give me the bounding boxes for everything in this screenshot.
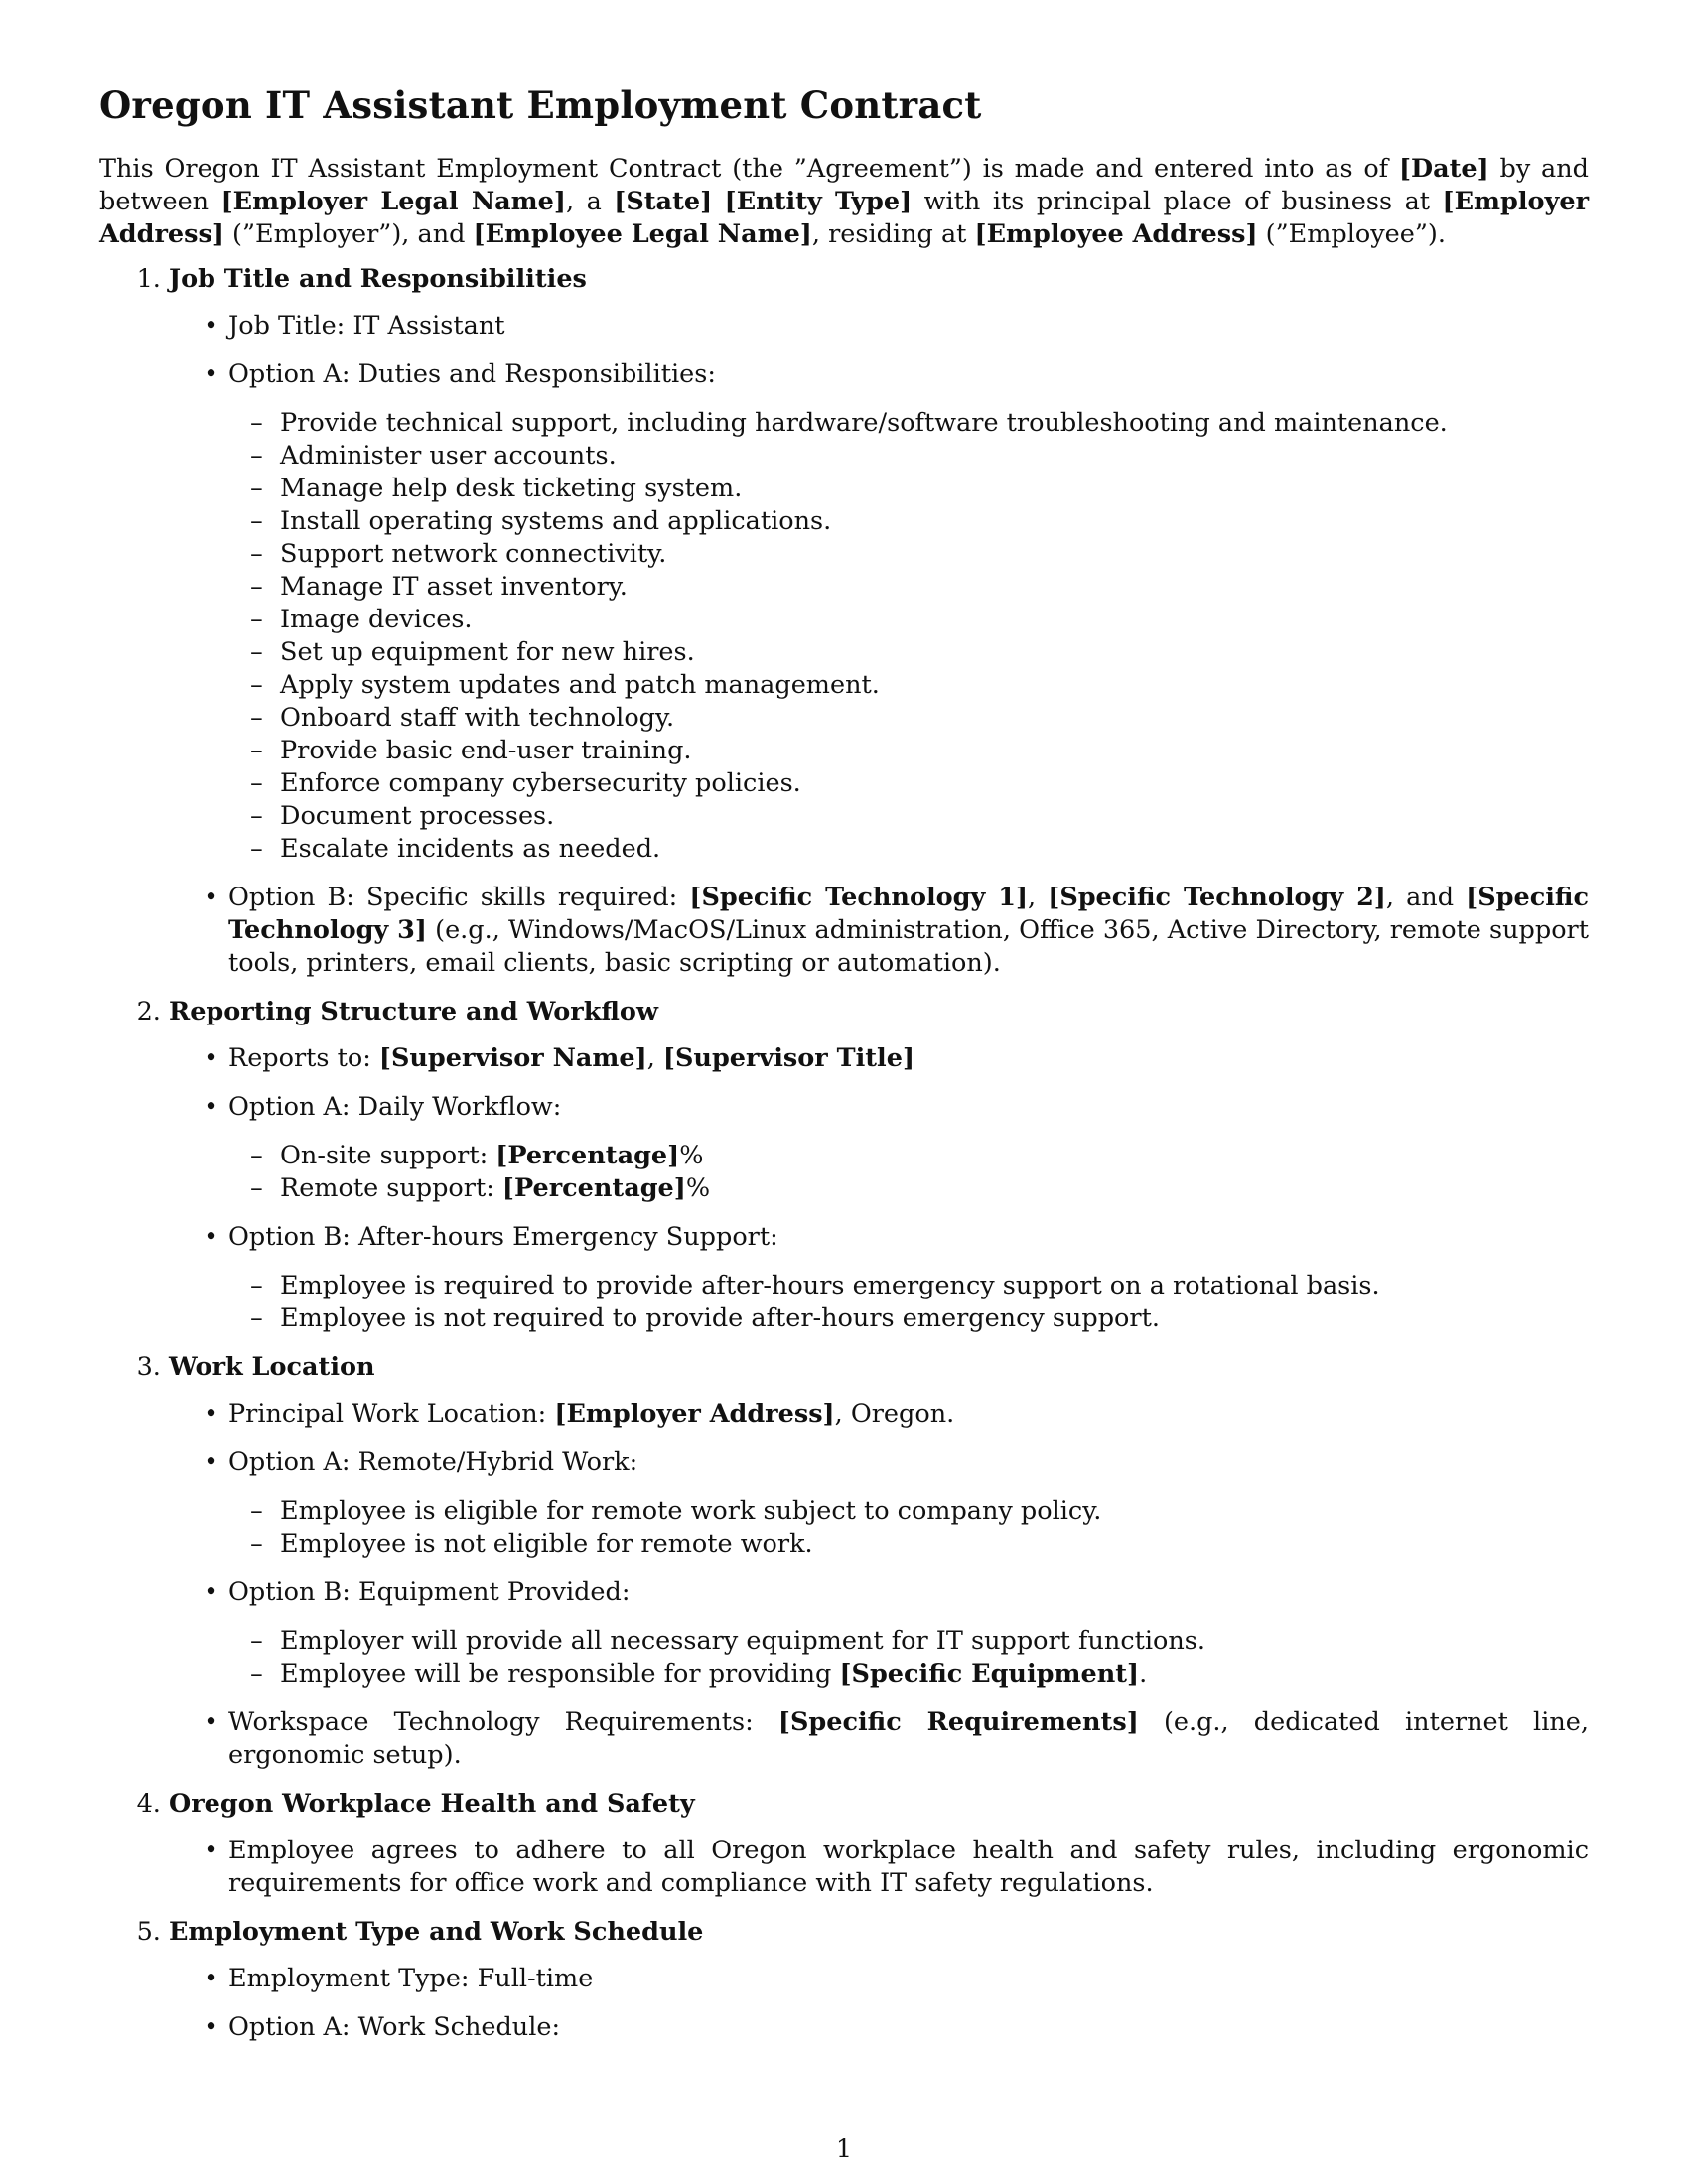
intro-text: , a xyxy=(565,187,615,216)
section-4 xyxy=(169,1788,1589,1900)
list-item: – Administer user accounts. xyxy=(280,440,1589,473)
list-item: – Support network connectivity. xyxy=(280,538,1589,571)
list-item: – Employee is required to provide after-hours emergency support on a rotational basis. xyxy=(280,1270,1589,1302)
section-title: 4. Oregon Workplace Health and Safety xyxy=(169,1789,695,1819)
list-item: – Employee is not required to provide after-hours emergency support. xyxy=(280,1302,1589,1335)
option-label: Option B: Equipment Provided: xyxy=(228,1577,631,1607)
supervisor-title-placeholder: [Supervisor Title] xyxy=(662,1043,915,1073)
list-item: – Onboard staff with technology. xyxy=(280,702,1589,735)
section-4-bullets xyxy=(169,1835,1589,1900)
employment-type-item: • Employment Type: Full-time xyxy=(228,1963,1589,1995)
after-hours-list xyxy=(228,1270,1589,1335)
sections-list xyxy=(99,263,1589,2044)
technology-3-placeholder: [Specific Technology 3] xyxy=(228,883,1589,945)
list-item: – Provide basic end-user training. xyxy=(280,735,1589,767)
equipment-text: Employee will be responsible for providing xyxy=(280,1659,840,1689)
contract-page xyxy=(99,83,1589,2060)
remote-label: Remote support: xyxy=(280,1173,502,1203)
list-item: – Document processes. xyxy=(280,800,1589,833)
section-5-bullets xyxy=(169,1963,1589,2044)
list-item xyxy=(280,1172,1589,1205)
skills-option xyxy=(228,882,1589,980)
employer-name-placeholder: [Employer Legal Name] xyxy=(220,187,566,216)
equipment-placeholder: [Specific Equipment] xyxy=(839,1659,1140,1689)
list-item: – Enforce company cybersecurity policies. xyxy=(280,767,1589,800)
option-label: Option A: Daily Workflow: xyxy=(228,1092,562,1122)
list-item: – Set up equipment for new hires. xyxy=(280,636,1589,669)
health-safety-item: • Employee agrees to adhere to all Oregon workplace health and safety rules, including ergonomic requirements for office work and compliance with IT safety regulations. xyxy=(228,1835,1589,1900)
location-label: Principal Work Location: xyxy=(228,1399,555,1429)
workspace-requirements-item xyxy=(228,1706,1589,1772)
employee-name-placeholder: [Employee Legal Name] xyxy=(473,219,812,249)
examples-text: (e.g., Windows/MacOS/Linux administration, Office 365, Active Directory, remote support tools, printers, email clients, basic scripting or automation). xyxy=(228,915,1589,978)
technology-2-placeholder: [Specific Technology 2] xyxy=(1048,883,1386,912)
reports-to-item xyxy=(228,1042,1589,1075)
entity-type-placeholder: [Entity Type] xyxy=(724,187,913,216)
state-placeholder: [State] xyxy=(614,187,713,216)
section-2-bullets xyxy=(169,1042,1589,1335)
intro-text: (”Employee”). xyxy=(1257,219,1446,249)
requirements-placeholder: [Specific Requirements] xyxy=(777,1707,1139,1737)
percent-sign: % xyxy=(679,1141,704,1170)
section-title: 2. Reporting Structure and Workflow xyxy=(169,997,658,1026)
employee-address-placeholder: [Employee Address] xyxy=(974,219,1258,249)
section-3 xyxy=(169,1351,1589,1772)
list-item: – Install operating systems and applications. xyxy=(280,505,1589,538)
section-title: 5. Employment Type and Work Schedule xyxy=(169,1917,704,1947)
list-item: – Apply system updates and patch management. xyxy=(280,669,1589,702)
technology-1-placeholder: [Specific Technology 1] xyxy=(689,883,1029,912)
period-text: . xyxy=(1139,1659,1148,1689)
option-label: Option A: Remote/Hybrid Work: xyxy=(228,1447,638,1477)
page-number: 1 xyxy=(835,2134,853,2164)
separator-text: , xyxy=(646,1043,663,1073)
section-3-bullets xyxy=(169,1398,1589,1772)
onsite-label: On-site support: xyxy=(280,1141,496,1170)
option-label: Option B: After-hours Emergency Support: xyxy=(228,1222,778,1252)
employer-address-placeholder: [Employer Address] xyxy=(554,1399,835,1429)
list-item: – Employee is not eligible for remote work. xyxy=(280,1528,1589,1561)
intro-text: , residing at xyxy=(811,219,975,249)
employer-address-placeholder: [Employer Address] xyxy=(99,187,1590,249)
section-5 xyxy=(169,1916,1589,2044)
section-1-bullets xyxy=(169,310,1589,980)
date-placeholder: [Date] xyxy=(1398,154,1489,184)
section-title: 3. Work Location xyxy=(169,1352,375,1382)
list-item: – Escalate incidents as needed. xyxy=(280,833,1589,866)
section-title: 1. Job Title and Responsibilities xyxy=(169,264,587,294)
equipment-option xyxy=(228,1576,1589,1691)
after-hours-option xyxy=(228,1221,1589,1335)
intro-text: by and between xyxy=(99,154,1590,216)
intro-text: with its principal place of business at xyxy=(912,187,1443,216)
supervisor-name-placeholder: [Supervisor Name] xyxy=(378,1043,647,1073)
duties-option xyxy=(228,358,1589,866)
intro-text: This Oregon IT Assistant Employment Contract (the ”Agreement”) is made and entered into as of xyxy=(99,154,1399,184)
remote-work-list xyxy=(228,1495,1589,1561)
separator-text: , xyxy=(1028,883,1049,912)
list-item: – Image devices. xyxy=(280,604,1589,636)
section-1 xyxy=(169,263,1589,980)
reports-label: Reports to: xyxy=(228,1043,379,1073)
list-item xyxy=(280,1658,1589,1691)
remote-work-option xyxy=(228,1446,1589,1561)
work-location-item xyxy=(228,1398,1589,1431)
list-item xyxy=(280,1140,1589,1172)
percentage-placeholder: [Percentage] xyxy=(495,1141,680,1170)
list-item: – Employee is eligible for remote work subject to company policy. xyxy=(280,1495,1589,1528)
section-2 xyxy=(169,996,1589,1335)
equipment-list xyxy=(228,1625,1589,1691)
examples-text: (e.g., dedicated internet line, ergonomic setup). xyxy=(228,1707,1589,1770)
intro-text: (”Employer”), and xyxy=(223,219,474,249)
percent-sign: % xyxy=(685,1173,711,1203)
intro-text xyxy=(712,187,725,216)
list-item: – Manage help desk ticketing system. xyxy=(280,473,1589,505)
location-suffix: , Oregon. xyxy=(834,1399,955,1429)
list-item: – Manage IT asset inventory. xyxy=(280,571,1589,604)
duties-list xyxy=(228,407,1589,866)
work-schedule-option: • Option A: Work Schedule: xyxy=(228,2011,1589,2044)
job-title-item: • Job Title: IT Assistant xyxy=(228,310,1589,342)
document-title: Oregon IT Assistant Employment Contract xyxy=(99,83,982,127)
workflow-option xyxy=(228,1091,1589,1205)
list-item: – Employer will provide all necessary equipment for IT support functions. xyxy=(280,1625,1589,1658)
intro-paragraph xyxy=(99,153,1589,251)
workflow-list xyxy=(228,1140,1589,1205)
option-label: Option B: Specific skills required: xyxy=(228,883,690,912)
percentage-placeholder: [Percentage] xyxy=(501,1173,686,1203)
separator-text: , and xyxy=(1385,883,1467,912)
option-label: Option A: Duties and Responsibilities: xyxy=(228,359,716,389)
requirements-label: Workspace Technology Requirements: xyxy=(228,1707,778,1737)
list-item: – Provide technical support, including hardware/software troubleshooting and maintenance. xyxy=(280,407,1589,440)
